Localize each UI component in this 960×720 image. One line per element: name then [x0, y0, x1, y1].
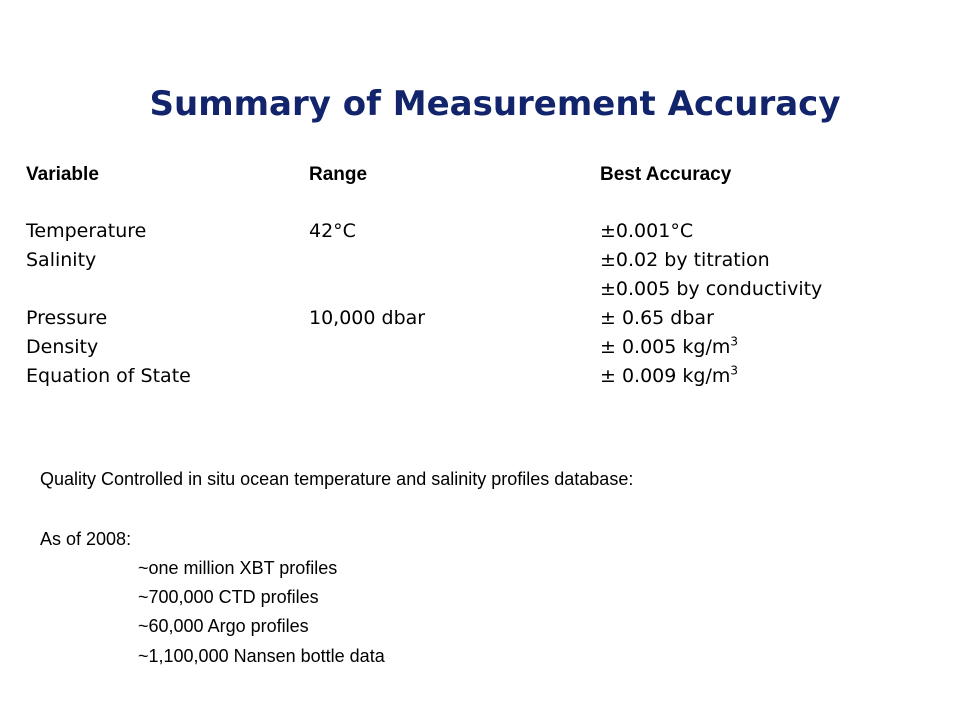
column-header-best-accuracy: Best Accuracy [600, 164, 732, 185]
qc-list-item-ctd: ~700,000 CTD profiles [138, 587, 319, 607]
row-equation-of-state-accuracy-value: ± 0.009 kg/m [600, 365, 731, 387]
row-salinity-accuracy-titration: ±0.02 by titration [600, 249, 770, 271]
row-equation-of-state-variable: Equation of State [26, 365, 191, 387]
row-temperature-range: 42°C [309, 220, 356, 242]
row-density-accuracy-value: ± 0.005 kg/m [600, 336, 731, 358]
qc-heading: Quality Controlled in situ ocean temperature and salinity profiles database: [40, 469, 634, 489]
qc-list-item-nansen: ~1,100,000 Nansen bottle data [138, 646, 385, 666]
row-salinity-accuracy-conductivity: ±0.005 by conductivity [600, 278, 823, 300]
row-density-variable: Density [26, 336, 99, 358]
column-header-variable: Variable [26, 164, 99, 185]
qc-list-item-argo: ~60,000 Argo profiles [138, 616, 309, 636]
row-temperature-variable: Temperature [26, 220, 147, 242]
row-density-accuracy [600, 336, 738, 358]
column-header-range: Range [309, 164, 368, 185]
row-pressure-accuracy: ± 0.65 dbar [600, 307, 714, 329]
page-title: Summary of Measurement Accuracy [149, 84, 841, 124]
row-density-accuracy-exponent: 3 [730, 334, 739, 349]
row-pressure-variable: Pressure [26, 307, 108, 329]
row-equation-of-state-accuracy [600, 365, 738, 387]
qc-list-item-xbt: ~one million XBT profiles [138, 558, 338, 578]
row-temperature-accuracy: ±0.001°C [600, 220, 694, 242]
row-pressure-range: 10,000 dbar [309, 307, 426, 329]
qc-as-of: As of 2008: [40, 529, 132, 549]
row-salinity-variable: Salinity [26, 249, 97, 271]
row-equation-of-state-accuracy-exponent: 3 [730, 363, 739, 378]
